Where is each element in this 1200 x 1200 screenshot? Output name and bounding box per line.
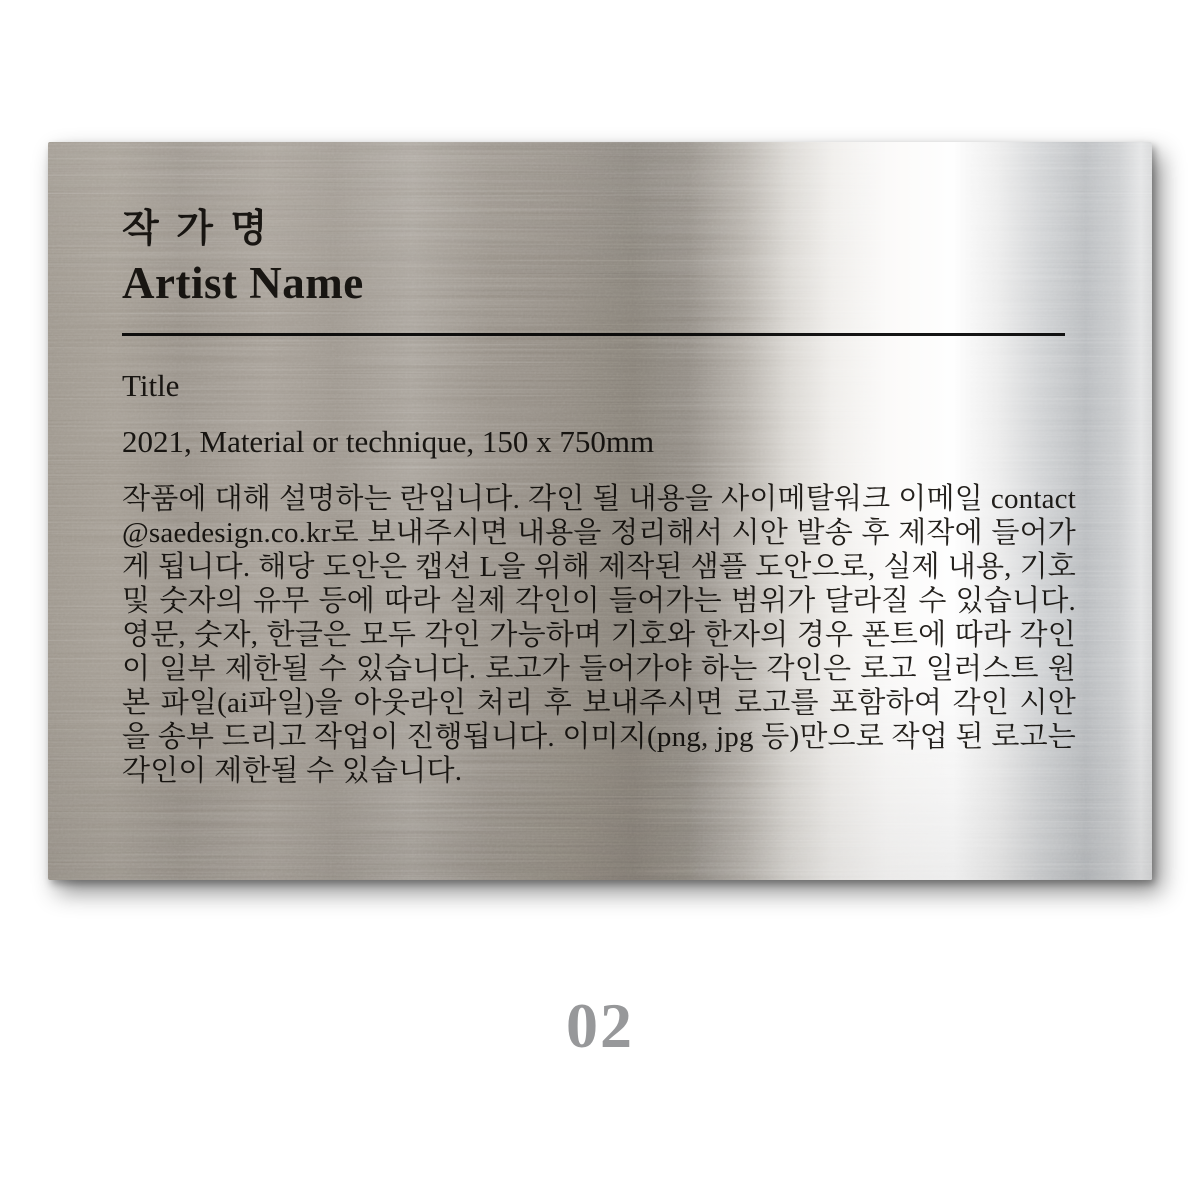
artist-name-english: Artist Name <box>122 257 364 308</box>
engraved-content <box>48 142 1152 880</box>
page-number: 02 <box>566 990 634 1061</box>
work-caption-line: 2021, Material or technique, 150 x 750mm <box>122 424 655 460</box>
header-divider-rule <box>122 333 1065 336</box>
work-title: Title <box>122 368 180 404</box>
artist-name-korean: 작 가 명 <box>122 208 272 250</box>
metal-caption-plate <box>48 142 1152 880</box>
engraving-description-text: 작품에 대해 설명하는 란입니다. 각인 될 내용을 사이메탈워크 이메일 contact@saedesign.co.kr로 보내주시면 내용을 정리해서 시안 발송 후 제작에 들어가게 됩니다. 해당 도안은 캡션 L을 위해 제작된 샘플 도안으로, 실제 내용, 기호 및 숫자의 유무 등에 따라 실제 각인이 들어가는 범위가 달라질 수 있습니다. 영문, 숫자, 한글은 모두 각인 가능하며 기호와 한자의 경우 폰트에 따라 각인이 일부 제한될 수 있습니다. 로고가 들어가야 하는 각인은 로고 일러스트 원본 파일(ai파일)을 아웃라인 처리 후 보내주시면 로고를 포함하여 각인 시안을 송부 드리고 작업이 진행됩니다. 이미지(png, jpg 등)만으로 작업 된 로고는 각인이 제한될 수 있습니다. <box>122 482 1076 787</box>
